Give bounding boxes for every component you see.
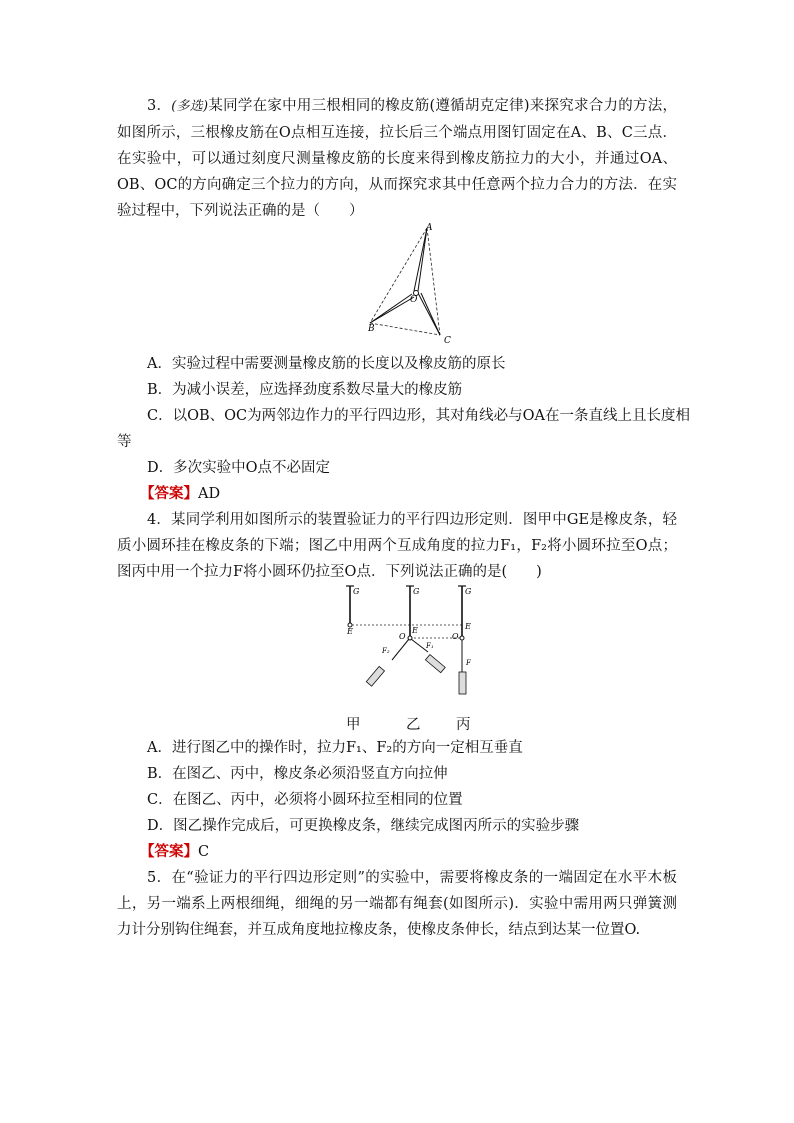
- q4-yi-e: E: [412, 626, 418, 635]
- q4-figure: [330, 580, 490, 710]
- q4-answer: [140, 839, 209, 865]
- q4-option-d: D．图乙操作完成后，可更换橡皮条，继续完成图丙所示的实验步骤: [147, 818, 580, 834]
- q4-stem: 4．某同学利用如图所示的装置验证力的平行四边形定则．图甲中GE是橡皮条，轻质小圆环挂在橡皮条的下端；图乙中用两个互成角度的拉力F₁，F₂将小圆环拉至O点；图丙中用一个拉力F将小圆环仍拉至O点．下列说法正确的是( ): [117, 512, 677, 580]
- q3-label-o: O: [410, 295, 418, 305]
- q3-answer-tag: 【答案】: [140, 485, 198, 502]
- q4-option-b: B．在图乙、丙中，橡皮条必须沿竖直方向拉伸: [147, 766, 448, 782]
- q3-answer-value: AD: [198, 486, 221, 502]
- q3-option-c: C．以OB、OC为两邻边作力的平行四边形，其对角线必与OA在一条直线上且长度相: [147, 408, 690, 424]
- q4-sublabel-jia: 甲: [346, 717, 361, 733]
- q4-bing-e: E: [465, 622, 471, 631]
- q5-stem: 5．在“验证力的平行四边形定则”的实验中，需要将橡皮条的一端固定在水平木板上，另一端系上两根细绳，细绳的另一端都有绳套(如图所示)．实验中需用两只弹簧测力计分别钩住绳套，并互成角度地拉橡皮条，使橡皮条伸长，结点到达某一位置O.: [117, 870, 677, 938]
- q4-bing-f: F: [466, 659, 471, 667]
- q3-band-oa: [414, 228, 427, 291]
- q4-answer-value: C: [198, 844, 210, 860]
- q3-stem: [117, 93, 677, 224]
- q4-option-c: C．在图乙、丙中，必须将小圆环拉至相同的位置: [147, 792, 463, 808]
- q3-label-a: A: [426, 223, 433, 233]
- q4-jia-e: E: [347, 627, 353, 636]
- q3-band-ob: [370, 294, 412, 323]
- q4-yi-f1: F₁: [426, 642, 434, 650]
- q3-option-c-cont: 等: [117, 434, 132, 450]
- q4-option-a: A．进行图乙中的操作时，拉力F₁、F₂的方向一定相互垂直: [147, 740, 523, 756]
- q4-sublabel-bing: 丙: [456, 717, 471, 733]
- q4-fig-yi: [366, 586, 445, 686]
- q4-bing-g: G: [465, 587, 472, 596]
- q3-dash-ab: [370, 228, 427, 323]
- q3-dash-ac: [427, 228, 440, 335]
- q3-figure: [360, 220, 460, 350]
- q3-option-d: D．多次实验中O点不必固定: [147, 460, 331, 476]
- q4-jia-g: G: [353, 587, 360, 596]
- q3-answer: [140, 481, 220, 507]
- q3-option-b: B．为减小误差，应选择劲度系数尽量大的橡皮筋: [147, 382, 463, 398]
- q4-fig-bing: [452, 586, 472, 694]
- q4-yi-f2: F₂: [382, 647, 390, 655]
- q4-fig-jia: [346, 586, 360, 636]
- q4-bing-o: O: [452, 632, 459, 641]
- q4-yi-o: O: [399, 632, 406, 641]
- q3-text: 某同学在家中用三根相同的橡皮筋(遵循胡克定律)来探究求合力的方法，如图所示，三根橡皮筋在O点相互连接，拉长后三个端点用图钉固定在A、B、C三点．在实验中，可以通过刻度尺测量橡皮筋的长度来得到橡皮筋拉力的大小，并通过OA、OB、OC的方向确定三个拉力的方向，从而探究求其中任意两个拉力合力的方法．在实验过程中，下列说法正确的是（ ）: [117, 98, 677, 219]
- q4-yi-g: G: [413, 587, 420, 596]
- q4-answer-tag: 【答案】: [140, 843, 198, 860]
- q4-sublabel-yi: 乙: [406, 717, 421, 733]
- q3-label-b: B: [368, 324, 375, 334]
- q3-label-c: C: [444, 336, 451, 346]
- q3-number: 3．: [147, 98, 172, 114]
- q3-tag: (多选): [171, 99, 209, 114]
- q3-option-a: A．实验过程中需要测量橡皮筋的长度以及橡皮筋的原长: [147, 356, 506, 372]
- q3-dash-bc: [370, 323, 440, 335]
